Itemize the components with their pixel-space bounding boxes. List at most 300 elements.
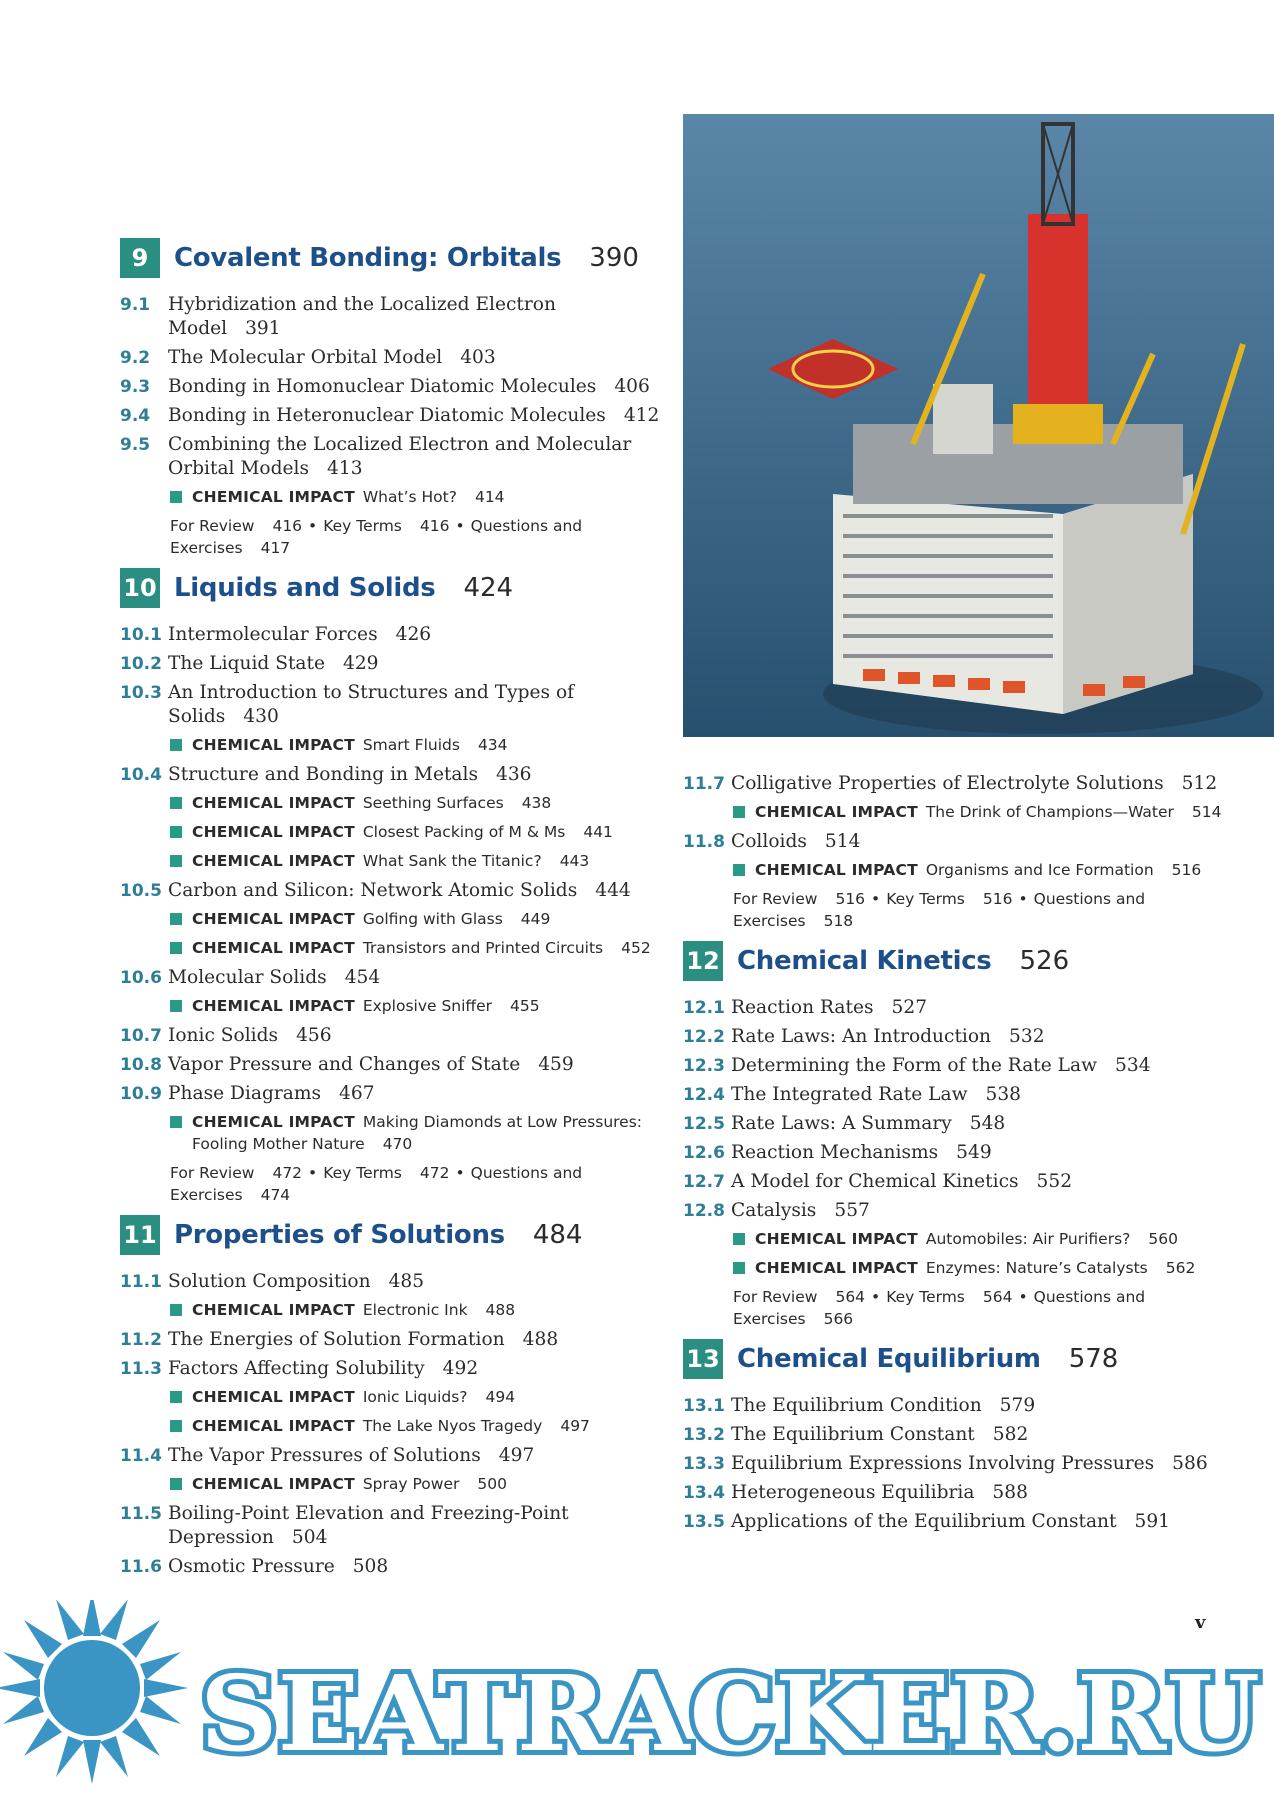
section-entry[interactable] <box>683 996 1263 1020</box>
section-page: 591 <box>1134 1511 1171 1532</box>
section-entry[interactable] <box>120 966 660 990</box>
section-title-wrap <box>168 652 660 676</box>
questions-label: Questions and Exercises <box>170 517 583 557</box>
chapter-number-badge: 13 <box>683 1339 723 1379</box>
section-title: Determining the Form of the Rate Law <box>731 1055 1098 1076</box>
section-title: Rate Laws: A Summary <box>731 1113 952 1134</box>
impact-title: The Drink of Champions—Water <box>925 803 1174 821</box>
section-title: Intermolecular Forces <box>168 624 378 645</box>
section-title-wrap <box>168 1270 660 1294</box>
questions-page: 518 <box>823 912 854 930</box>
section-page: 582 <box>992 1424 1029 1445</box>
section-page: 391 <box>245 318 281 339</box>
section-entry[interactable] <box>120 652 660 676</box>
section-number: 10.1 <box>120 625 162 645</box>
questions-page: 566 <box>823 1310 854 1328</box>
section-page: 586 <box>1172 1453 1208 1474</box>
section-number: 11.7 <box>683 774 725 794</box>
square-bullet-icon <box>170 1391 182 1403</box>
impact-label: CHEMICAL IMPACT <box>192 1388 355 1406</box>
impact-page: 488 <box>485 1301 516 1319</box>
section-entry[interactable] <box>683 1141 1263 1165</box>
section-entry[interactable] <box>683 1199 1263 1223</box>
for-review-page: 564 <box>835 1288 866 1306</box>
section-page: 504 <box>291 1527 328 1548</box>
chapter-page: 390 <box>589 243 639 273</box>
section-title: Colligative Properties of Electrolyte Solutions <box>731 773 1164 794</box>
impact-page: 455 <box>510 997 540 1015</box>
section-entry[interactable] <box>120 1024 660 1048</box>
impact-label: CHEMICAL IMPACT <box>192 1113 355 1131</box>
impact-title: Golfing with Glass <box>362 910 503 928</box>
toc-left-column <box>120 230 660 1584</box>
section-title: Applications of the Equilibrium Constant <box>731 1511 1117 1532</box>
section-page: 534 <box>1115 1055 1151 1076</box>
chapter-page: 578 <box>1068 1344 1119 1374</box>
chapter-title[interactable]: Covalent Bonding: Orbitals <box>174 243 562 273</box>
section-number: 11.1 <box>120 1272 162 1292</box>
section-entry[interactable] <box>120 879 660 903</box>
section-page: 459 <box>538 1054 574 1075</box>
chemical-impact-entry[interactable] <box>170 1473 660 1495</box>
chapter-page: 424 <box>463 573 514 603</box>
impact-label: CHEMICAL IMPACT <box>192 939 355 957</box>
questions-label: Questions and Exercises <box>170 1164 583 1204</box>
square-bullet-icon <box>170 942 182 954</box>
section-number: 10.3 <box>120 683 162 703</box>
section-title: Bonding in Homonuclear Diatomic Molecules <box>168 376 597 397</box>
section-entry[interactable] <box>120 1444 660 1468</box>
impact-text-wrap <box>192 792 551 814</box>
section-entry[interactable] <box>683 1025 1263 1049</box>
impact-text-wrap <box>755 1257 1195 1279</box>
impact-label: CHEMICAL IMPACT <box>192 1301 355 1319</box>
questions-page: 417 <box>260 539 291 557</box>
impact-text-wrap <box>192 1386 515 1408</box>
section-entry[interactable] <box>683 1083 1263 1107</box>
square-bullet-icon <box>170 1420 182 1432</box>
section-number: 10.2 <box>120 654 162 674</box>
section-title-wrap <box>168 879 660 903</box>
section-entry[interactable] <box>683 1054 1263 1078</box>
chemical-impact-entry[interactable] <box>170 995 660 1017</box>
section-title-wrap <box>168 375 660 399</box>
watermark-text: SEATRACKER.RU <box>200 1652 1260 1775</box>
review-entry[interactable] <box>733 888 1263 932</box>
section-page: 497 <box>498 1445 535 1466</box>
chemical-impact-entry[interactable] <box>170 734 660 756</box>
section-title: Colloids <box>731 831 807 852</box>
impact-page: 452 <box>621 939 651 957</box>
chapter-heading <box>683 939 1263 983</box>
review-entry[interactable] <box>170 1162 660 1206</box>
section-number: 11.3 <box>120 1359 162 1379</box>
section-number: 10.8 <box>120 1055 162 1075</box>
section-title-wrap <box>731 1394 1263 1418</box>
impact-title: What Sank the Titanic? <box>362 852 542 870</box>
section-title-wrap <box>168 1024 660 1048</box>
bullet-separator-icon: • <box>308 1164 318 1182</box>
section-title: The Molecular Orbital Model <box>168 347 443 368</box>
impact-text-wrap <box>192 1415 590 1437</box>
section-number: 11.4 <box>120 1446 162 1466</box>
section-title: Molecular Solids <box>168 967 327 988</box>
impact-text-wrap <box>192 850 589 872</box>
section-title-wrap <box>731 1141 1263 1165</box>
section-entry[interactable] <box>683 1510 1263 1534</box>
for-review-page: 472 <box>272 1164 303 1182</box>
section-page: 444 <box>595 880 631 901</box>
section-page: 488 <box>522 1329 559 1350</box>
section-entry[interactable] <box>120 1555 660 1579</box>
chemical-impact-entry[interactable] <box>170 486 660 508</box>
impact-text-wrap <box>192 1299 515 1321</box>
section-title-wrap <box>731 830 1263 854</box>
impact-label: CHEMICAL IMPACT <box>755 1230 918 1248</box>
chapter-number-badge: 9 <box>120 238 160 278</box>
section-entry[interactable] <box>683 1423 1263 1447</box>
section-title-wrap <box>168 681 660 729</box>
for-review-page: 416 <box>272 517 303 535</box>
impact-title: Organisms and Ice Formation <box>925 861 1154 879</box>
impact-label: CHEMICAL IMPACT <box>192 823 355 841</box>
section-page: 552 <box>1036 1171 1073 1192</box>
section-title: Combining the Localized Electron and Molecular Orbital Models <box>168 434 632 479</box>
section-entry[interactable] <box>683 1170 1263 1194</box>
section-title: Solution Composition <box>168 1271 371 1292</box>
square-bullet-icon <box>170 855 182 867</box>
section-entry[interactable] <box>120 1082 660 1106</box>
impact-page: 449 <box>520 910 551 928</box>
toc-right-column <box>683 772 1263 1539</box>
section-title: Rate Laws: An Introduction <box>731 1026 992 1047</box>
chemical-impact-entry[interactable] <box>170 1299 660 1321</box>
chapter-page: 526 <box>1019 946 1070 976</box>
section-page: 514 <box>824 831 861 852</box>
impact-page: 500 <box>477 1475 507 1493</box>
section-title: The Equilibrium Condition <box>731 1395 982 1416</box>
key-terms-page: 416 <box>419 517 450 535</box>
offshore-platform-photo <box>683 114 1274 737</box>
chemical-impact-entry[interactable] <box>170 1386 660 1408</box>
impact-title: Seething Surfaces <box>362 794 504 812</box>
square-bullet-icon <box>170 739 182 751</box>
section-title-wrap <box>731 1170 1263 1194</box>
impact-page: 414 <box>474 488 505 506</box>
impact-label: CHEMICAL IMPACT <box>192 997 355 1015</box>
section-entry[interactable] <box>683 1394 1263 1418</box>
key-terms-label: Key Terms <box>886 1288 965 1306</box>
section-page: 538 <box>985 1084 1021 1105</box>
section-title: Catalysis <box>731 1200 817 1221</box>
review-entry[interactable] <box>170 515 660 559</box>
section-number: 10.5 <box>120 881 162 901</box>
chemical-impact-entry[interactable] <box>170 908 660 930</box>
section-number: 11.8 <box>683 832 725 852</box>
section-page: 454 <box>344 967 381 988</box>
chemical-impact-entry[interactable] <box>733 801 1263 823</box>
impact-page: 494 <box>485 1388 516 1406</box>
impact-label: CHEMICAL IMPACT <box>755 803 918 821</box>
impact-title: Making Diamonds at Low Pressures: Fooling Mother Nature <box>192 1113 643 1153</box>
section-page: 429 <box>343 653 379 674</box>
square-bullet-icon <box>170 913 182 925</box>
section-entry[interactable] <box>120 763 660 787</box>
section-page: 426 <box>395 624 432 645</box>
section-page: 406 <box>614 376 650 397</box>
section-title: Heterogeneous Equilibria <box>731 1482 975 1503</box>
section-title: Hybridization and the Localized Electron Model <box>168 294 556 339</box>
section-page: 492 <box>442 1358 479 1379</box>
section-title-wrap <box>168 763 660 787</box>
section-entry[interactable] <box>120 1328 660 1352</box>
section-entry[interactable] <box>683 772 1263 796</box>
sun-logo-icon <box>0 1600 188 1784</box>
impact-label: CHEMICAL IMPACT <box>755 861 918 879</box>
section-title-wrap <box>168 966 660 990</box>
impact-page: 562 <box>1165 1259 1196 1277</box>
section-page: 527 <box>891 997 928 1018</box>
section-page: 403 <box>460 347 496 368</box>
section-title: Reaction Mechanisms <box>731 1142 939 1163</box>
chemical-impact-entry[interactable] <box>170 1415 660 1437</box>
section-title: Osmotic Pressure <box>168 1556 335 1577</box>
impact-title: Automobiles: Air Purifiers? <box>925 1230 1131 1248</box>
questions-label: Questions and Exercises <box>733 890 1146 930</box>
section-page: 467 <box>339 1083 375 1104</box>
square-bullet-icon <box>170 1304 182 1316</box>
section-title: Vapor Pressure and Changes of State <box>168 1054 521 1075</box>
bullet-separator-icon: • <box>308 517 318 535</box>
section-number: 13.2 <box>683 1425 725 1445</box>
section-entry[interactable] <box>683 1452 1263 1476</box>
section-entry[interactable] <box>683 1481 1263 1505</box>
bullet-separator-icon: • <box>1018 890 1028 908</box>
questions-page: 474 <box>260 1186 291 1204</box>
chapter-title[interactable]: Liquids and Solids <box>174 573 436 603</box>
section-number: 11.2 <box>120 1330 162 1350</box>
chemical-impact-entry[interactable] <box>170 937 660 959</box>
impact-title: Explosive Sniffer <box>362 997 493 1015</box>
square-bullet-icon <box>733 1233 745 1245</box>
impact-label: CHEMICAL IMPACT <box>192 852 355 870</box>
for-review-label: For Review <box>170 1164 255 1182</box>
section-title-wrap <box>731 1510 1263 1534</box>
section-page: 557 <box>834 1200 870 1221</box>
impact-title: Transistors and Printed Circuits <box>362 939 604 957</box>
section-entry[interactable] <box>120 375 660 399</box>
square-bullet-icon <box>733 864 745 876</box>
chemical-impact-entry[interactable] <box>170 792 660 814</box>
section-title-wrap <box>168 404 660 428</box>
section-title-wrap <box>168 1328 660 1352</box>
chapter-title[interactable]: Chemical Kinetics <box>737 946 992 976</box>
section-title-wrap <box>731 1452 1263 1476</box>
section-entry[interactable] <box>120 623 660 647</box>
section-number: 9.5 <box>120 435 151 455</box>
section-title: The Liquid State <box>168 653 325 674</box>
section-page: 549 <box>956 1142 992 1163</box>
section-title-wrap <box>168 1082 660 1106</box>
questions-label: Questions and Exercises <box>733 1288 1146 1328</box>
chapter-title[interactable]: Chemical Equilibrium <box>737 1344 1041 1374</box>
chapter-title[interactable]: Properties of Solutions <box>174 1220 505 1250</box>
chapter-heading <box>120 1213 660 1257</box>
section-title-wrap <box>731 1054 1263 1078</box>
section-number: 10.4 <box>120 765 162 785</box>
chapter-page: 484 <box>532 1220 583 1250</box>
section-entry[interactable] <box>120 1270 660 1294</box>
section-number: 12.4 <box>683 1085 725 1105</box>
impact-label: CHEMICAL IMPACT <box>192 736 355 754</box>
chemical-impact-entry[interactable] <box>170 1111 660 1155</box>
chemical-impact-entry[interactable] <box>733 1257 1263 1279</box>
key-terms-page: 564 <box>982 1288 1013 1306</box>
impact-label: CHEMICAL IMPACT <box>192 794 355 812</box>
impact-label: CHEMICAL IMPACT <box>192 910 355 928</box>
section-title-wrap <box>731 1481 1263 1505</box>
square-bullet-icon <box>170 491 182 503</box>
bullet-separator-icon: • <box>455 517 465 535</box>
key-terms-label: Key Terms <box>323 517 402 535</box>
bullet-separator-icon: • <box>871 1288 881 1306</box>
section-title: Equilibrium Expressions Involving Pressures <box>731 1453 1155 1474</box>
chemical-impact-entry[interactable] <box>733 1228 1263 1250</box>
impact-page: 470 <box>382 1135 413 1153</box>
section-number: 9.3 <box>120 377 151 397</box>
for-review-page: 516 <box>835 890 866 908</box>
bullet-separator-icon: • <box>1018 1288 1028 1306</box>
section-entry[interactable] <box>683 1112 1263 1136</box>
section-entry[interactable] <box>120 681 660 729</box>
key-terms-label: Key Terms <box>323 1164 402 1182</box>
impact-label: CHEMICAL IMPACT <box>192 1417 355 1435</box>
section-title: The Energies of Solution Formation <box>168 1329 505 1350</box>
section-title-wrap <box>731 1423 1263 1447</box>
impact-title: Closest Packing of M & Ms <box>362 823 566 841</box>
section-number: 13.1 <box>683 1396 725 1416</box>
impact-page: 434 <box>477 736 508 754</box>
section-page: 456 <box>296 1025 332 1046</box>
chapter-heading <box>683 1337 1263 1381</box>
section-title-wrap <box>168 1053 660 1077</box>
section-entry[interactable] <box>120 1357 660 1381</box>
section-title-wrap <box>168 1502 660 1550</box>
square-bullet-icon <box>170 826 182 838</box>
impact-title: The Lake Nyos Tragedy <box>362 1417 543 1435</box>
section-number: 10.6 <box>120 968 162 988</box>
section-title-wrap <box>731 772 1263 796</box>
section-number: 9.1 <box>120 295 151 315</box>
section-number: 12.6 <box>683 1143 725 1163</box>
section-entry[interactable] <box>120 1053 660 1077</box>
square-bullet-icon <box>170 1116 182 1128</box>
section-entry[interactable] <box>120 293 660 341</box>
section-title: Bonding in Heteronuclear Diatomic Molecules <box>168 405 606 426</box>
for-review-label: For Review <box>733 890 818 908</box>
section-title: The Integrated Rate Law <box>731 1084 968 1105</box>
section-title: Carbon and Silicon: Network Atomic Solids <box>168 880 578 901</box>
section-page: 436 <box>496 764 532 785</box>
section-number: 12.7 <box>683 1172 725 1192</box>
section-title: A Model for Chemical Kinetics <box>731 1171 1019 1192</box>
impact-label: CHEMICAL IMPACT <box>755 1259 918 1277</box>
section-title: The Equilibrium Constant <box>731 1424 975 1445</box>
section-number: 9.4 <box>120 406 151 426</box>
impact-text-wrap <box>192 908 550 930</box>
section-number: 13.3 <box>683 1454 725 1474</box>
chapter-number-badge: 10 <box>120 568 160 608</box>
chemical-impact-entry[interactable] <box>170 850 660 872</box>
section-page: 532 <box>1009 1026 1045 1047</box>
chapter-heading <box>120 566 660 610</box>
section-number: 12.8 <box>683 1201 725 1221</box>
impact-page: 516 <box>1171 861 1202 879</box>
chemical-impact-entry[interactable] <box>733 859 1263 881</box>
section-number: 9.2 <box>120 348 151 368</box>
impact-title: Enzymes: Nature’s Catalysts <box>925 1259 1148 1277</box>
impact-page: 438 <box>521 794 552 812</box>
section-number: 12.3 <box>683 1056 725 1076</box>
square-bullet-icon <box>170 1000 182 1012</box>
impact-text-wrap <box>192 937 651 959</box>
bullet-separator-icon: • <box>455 1164 465 1182</box>
section-number: 10.9 <box>120 1084 162 1104</box>
section-title-wrap <box>168 346 660 370</box>
review-entry[interactable] <box>733 1286 1263 1330</box>
section-number: 10.7 <box>120 1026 162 1046</box>
section-title-wrap <box>731 1112 1263 1136</box>
impact-title: Smart Fluids <box>362 736 460 754</box>
impact-page: 560 <box>1148 1230 1178 1248</box>
section-number: 13.4 <box>683 1483 725 1503</box>
section-title-wrap <box>731 1025 1263 1049</box>
impact-title: What’s Hot? <box>362 488 457 506</box>
section-title: An Introduction to Structures and Types of Solids <box>168 682 575 727</box>
section-title-wrap <box>168 433 660 481</box>
section-number: 12.2 <box>683 1027 725 1047</box>
impact-text-wrap <box>755 859 1201 881</box>
square-bullet-icon <box>170 1478 182 1490</box>
impact-title: Ionic Liquids? <box>362 1388 468 1406</box>
impact-text-wrap <box>192 734 508 756</box>
section-entry[interactable] <box>120 1502 660 1550</box>
chapter-number-badge: 11 <box>120 1215 160 1255</box>
section-number: 11.5 <box>120 1504 162 1524</box>
section-title: Ionic Solids <box>168 1025 279 1046</box>
impact-text-wrap <box>192 995 540 1017</box>
impact-page: 441 <box>583 823 613 841</box>
section-entry[interactable] <box>120 346 660 370</box>
section-title: The Vapor Pressures of Solutions <box>168 1445 481 1466</box>
section-title: Structure and Bonding in Metals <box>168 764 479 785</box>
impact-title: Spray Power <box>362 1475 460 1493</box>
section-title-wrap <box>168 623 660 647</box>
section-title-wrap <box>168 1357 660 1381</box>
section-entry[interactable] <box>683 830 1263 854</box>
section-entry[interactable] <box>120 433 660 481</box>
key-terms-page: 516 <box>982 890 1013 908</box>
section-title: Reaction Rates <box>731 997 874 1018</box>
section-title-wrap <box>168 293 660 341</box>
square-bullet-icon <box>733 1262 745 1274</box>
section-page: 485 <box>388 1271 425 1292</box>
chapter-number-badge: 12 <box>683 941 723 981</box>
section-entry[interactable] <box>120 404 660 428</box>
chemical-impact-entry[interactable] <box>170 821 660 843</box>
section-number: 11.6 <box>120 1557 162 1577</box>
section-title-wrap <box>731 996 1263 1020</box>
